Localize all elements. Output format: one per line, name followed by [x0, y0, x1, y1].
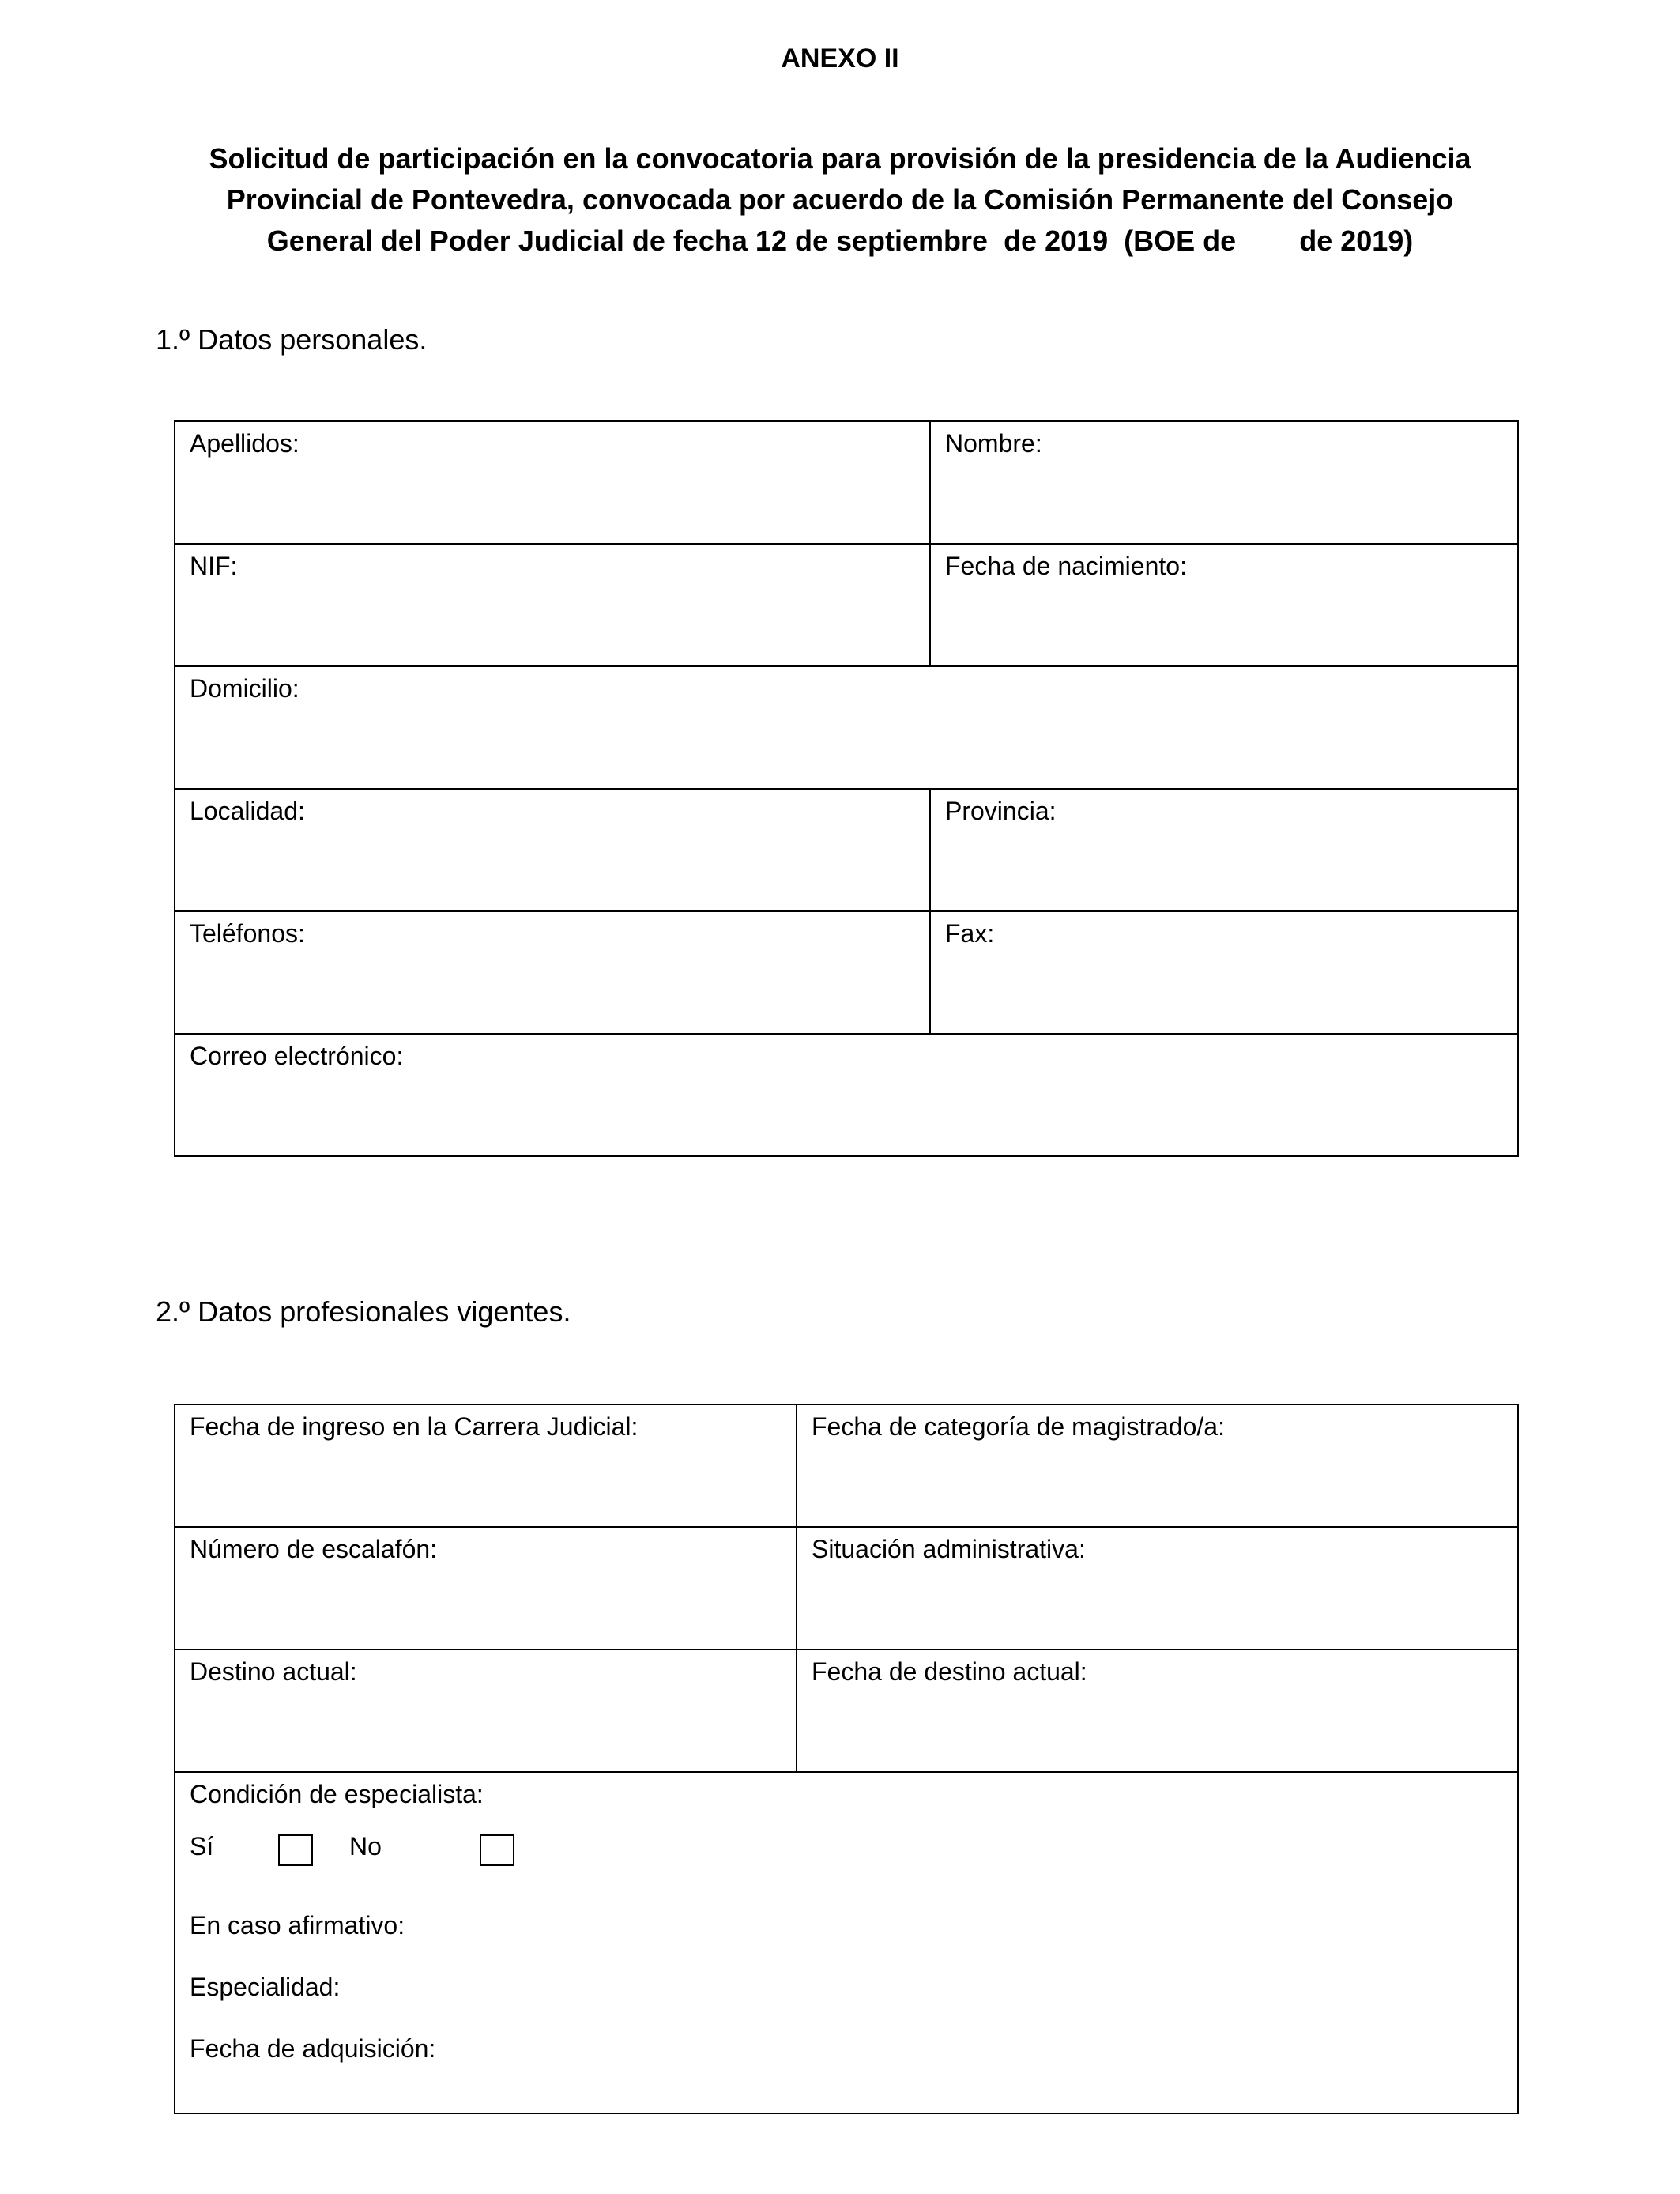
- apellidos-label: Apellidos:: [190, 429, 299, 458]
- table-row: [175, 666, 1518, 789]
- provincia-field[interactable]: [930, 789, 1518, 911]
- nif-field[interactable]: [175, 544, 930, 666]
- document-title-line-3: General del Poder Judicial de fecha 12 de septiembre de 2019 (BOE de de 2019): [266, 224, 1414, 257]
- nombre-field[interactable]: [930, 421, 1518, 544]
- table-row: [175, 421, 1518, 544]
- document-title-line-2: Provincial de Pontevedra, convocada por acuerdo de la Comisión Permanente del Consejo: [226, 183, 1454, 216]
- specialist-options: [175, 1831, 1517, 1879]
- professional-data-table: [174, 1404, 1519, 2114]
- si-label: Sí: [190, 1832, 214, 1860]
- nif-label: NIF:: [190, 552, 238, 580]
- destino-actual-field[interactable]: [175, 1649, 797, 1772]
- fecha-categoria-field[interactable]: [797, 1404, 1518, 1527]
- fecha-nacimiento-field[interactable]: [930, 544, 1518, 666]
- personal-data-table: [174, 420, 1519, 1157]
- situacion-administrativa-field[interactable]: [797, 1527, 1518, 1649]
- fax-label: Fax:: [945, 919, 995, 948]
- table-row: [175, 544, 1518, 666]
- numero-escalafon-label: Número de escalafón:: [190, 1535, 438, 1563]
- fecha-destino-actual-field[interactable]: [797, 1649, 1518, 1772]
- domicilio-label: Domicilio:: [190, 674, 299, 703]
- fecha-adquisicion-field[interactable]: Fecha de adquisición:: [190, 2034, 436, 2063]
- telefonos-field[interactable]: [175, 911, 930, 1034]
- table-row: [175, 1404, 1518, 1527]
- table-row: [175, 1772, 1518, 2113]
- telefonos-label: Teléfonos:: [190, 919, 305, 948]
- apellidos-field[interactable]: [175, 421, 930, 544]
- table-row: [175, 789, 1518, 911]
- nombre-label: Nombre:: [945, 429, 1042, 458]
- numero-escalafon-field[interactable]: [175, 1527, 797, 1649]
- section-heading-professional-data: 2.º Datos profesionales vigentes.: [156, 1295, 571, 1328]
- fecha-categoria-label: Fecha de categoría de magistrado/a:: [812, 1412, 1225, 1441]
- fecha-nacimiento-label: Fecha de nacimiento:: [945, 552, 1187, 580]
- domicilio-field[interactable]: [175, 666, 1518, 789]
- destino-actual-label: Destino actual:: [190, 1657, 357, 1686]
- annex-title: ANEXO II: [781, 43, 899, 74]
- situacion-administrativa-label: Situación administrativa:: [812, 1535, 1086, 1563]
- en-caso-afirmativo-label: En caso afirmativo:: [190, 1911, 405, 1940]
- table-row: [175, 911, 1518, 1034]
- no-label: No: [349, 1832, 382, 1860]
- correo-label: Correo electrónico:: [190, 1042, 404, 1070]
- table-row: [175, 1527, 1518, 1649]
- fecha-ingreso-label: Fecha de ingreso en la Carrera Judicial:: [190, 1412, 638, 1441]
- no-checkbox[interactable]: [480, 1834, 514, 1866]
- correo-field[interactable]: [175, 1034, 1518, 1156]
- table-row: [175, 1649, 1518, 1772]
- section-heading-personal-data: 1.º Datos personales.: [156, 323, 428, 356]
- fax-field[interactable]: [930, 911, 1518, 1034]
- document-title-line-1: Solicitud de participación en la convocatoria para provisión de la presidencia de la Audiencia: [209, 142, 1471, 175]
- provincia-label: Provincia:: [945, 797, 1057, 825]
- localidad-field[interactable]: [175, 789, 930, 911]
- fecha-ingreso-field[interactable]: [175, 1404, 797, 1527]
- condicion-especialista-label: Condición de especialista:: [190, 1780, 484, 1808]
- especialidad-field[interactable]: Especialidad:: [190, 1973, 341, 2001]
- condicion-especialista-section: [175, 1772, 1518, 2113]
- table-row: [175, 1034, 1518, 1156]
- document-title: [129, 138, 1551, 262]
- fecha-destino-actual-label: Fecha de destino actual:: [812, 1657, 1087, 1686]
- si-checkbox[interactable]: [278, 1834, 313, 1866]
- localidad-label: Localidad:: [190, 797, 305, 825]
